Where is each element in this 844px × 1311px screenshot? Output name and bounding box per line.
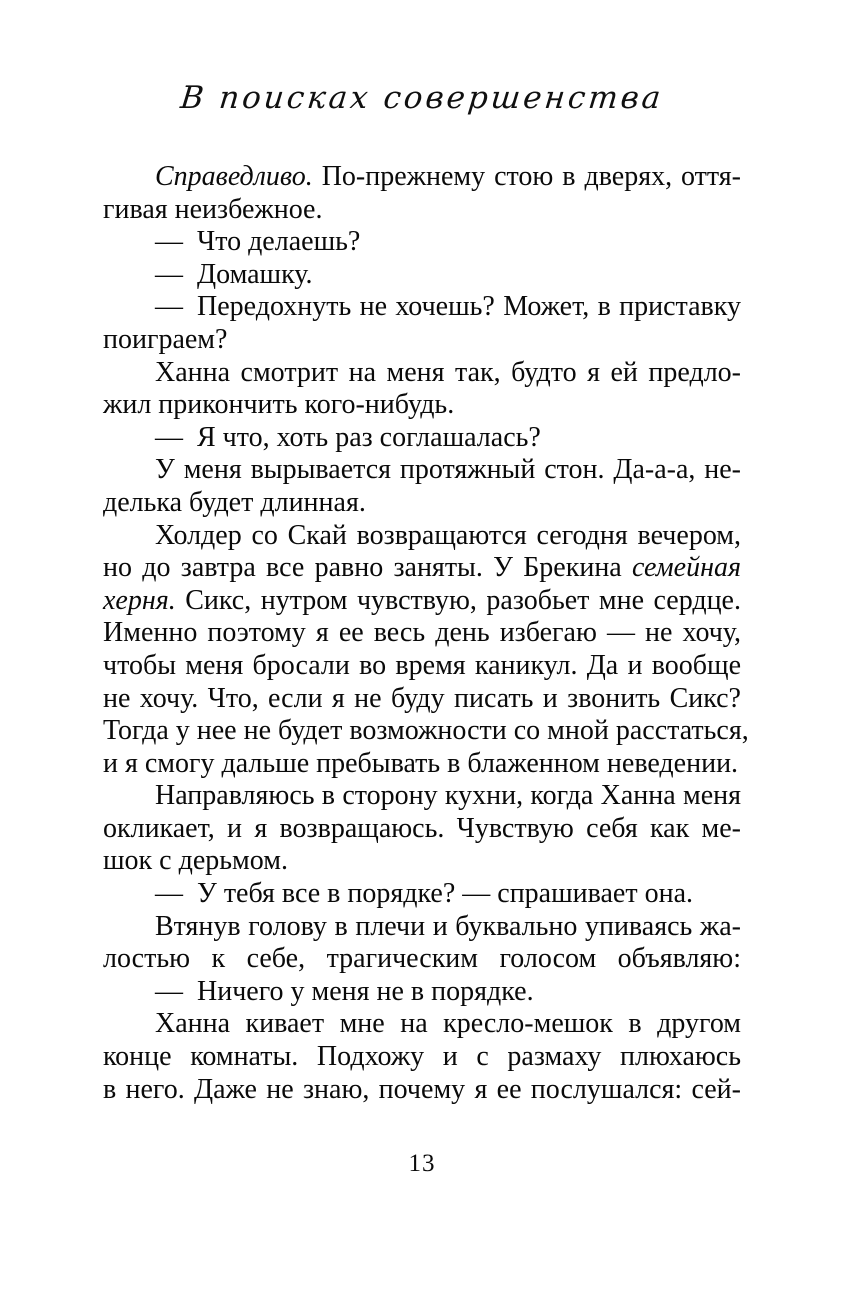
body-text: и я смогу дальше пребывать в блаженном неведении. (103, 747, 739, 779)
body-text: в него. Даже не знаю, почему я ее послушался: сей- (103, 1073, 741, 1105)
emphasized-text: семейная (632, 552, 741, 584)
body-text: Тогда у нее не будет возможности со мной расстаться, (103, 715, 749, 747)
text-line (103, 357, 741, 390)
body-text: не хочу. Что, если я не буду писать и звонить Сикс? (103, 682, 741, 714)
text-line (103, 487, 741, 520)
text-line (103, 226, 741, 259)
text-line (103, 813, 741, 846)
text-line (103, 878, 741, 911)
body-text: жил прикончить кого-нибудь. (103, 389, 455, 421)
text-line (103, 976, 741, 1009)
body-text: конце комнаты. Подхожу и с размаху плюхаюсь (103, 1041, 741, 1073)
body-text: — Домашку. (155, 258, 313, 290)
body-text: Направляюсь в сторону кухни, когда Ханна меня (155, 780, 741, 812)
text-line (103, 911, 741, 944)
body-text: поиграем? (103, 323, 228, 355)
text-line (103, 552, 741, 585)
text-line (103, 683, 741, 716)
body-text: — Ничего у меня не в порядке. (155, 975, 534, 1007)
body-text: Сикс, нутром чувствую, разобьет мне сердце. (175, 584, 741, 616)
text-line (103, 617, 741, 650)
text-line (103, 748, 741, 781)
body-text: По-прежнему стою в дверях, оття- (312, 161, 741, 192)
text-line (103, 1008, 741, 1041)
text-line (103, 943, 741, 976)
body-text: Втянув голову в плечи и буквально упиваясь жа- (155, 910, 741, 942)
body-text: делька будет длинная. (103, 486, 366, 518)
text-line (103, 291, 741, 324)
body-text: Ханна смотрит на меня так, будто я ей предло- (155, 356, 741, 388)
body-text: шок с дерьмом. (103, 845, 288, 877)
body-text: Ханна кивает мне на кресло-мешок в другом (155, 1008, 741, 1040)
body-text: — Я что, хоть раз соглашалась? (155, 421, 541, 453)
text-line (103, 585, 741, 618)
body-text: но до завтра все равно заняты. У Брекина (103, 552, 632, 584)
text-block (103, 161, 749, 1106)
body-text: лостью к себе, трагическим голосом объявляю: (103, 943, 741, 975)
body-text: — Что делаешь? (155, 226, 361, 258)
emphasized-text: Справедливо. (155, 161, 313, 192)
text-line (103, 520, 741, 553)
text-line (103, 650, 741, 683)
body-text: Холдер со Скай возвращаются сегодня вечером, (155, 519, 741, 551)
text-line (103, 715, 749, 748)
body-text: — Передохнуть не хочешь? Может, в приставку (155, 291, 741, 323)
text-line (103, 1041, 741, 1074)
body-text: гивая неизбежное. (103, 193, 323, 225)
text-line (103, 422, 741, 455)
body-text: чтобы меня бросали во время каникул. Да и вообще (103, 649, 741, 681)
emphasized-text: херня. (103, 584, 176, 616)
page-number: 13 (408, 1150, 436, 1177)
text-line (103, 454, 741, 487)
chapter-title: В поисках совершенства (178, 80, 666, 116)
body-text: Именно поэтому я ее весь день избегаю — не хочу, (103, 617, 741, 649)
body-text: У меня вырывается протяжный стон. Да-а-а, не- (155, 454, 741, 486)
text-line (103, 845, 741, 878)
text-line (103, 259, 741, 292)
text-line (103, 389, 741, 422)
text-line (103, 161, 741, 194)
text-line (103, 194, 741, 227)
body-text: — У тебя все в порядке? — спрашивает она. (155, 878, 694, 910)
text-line (103, 324, 741, 357)
text-line (103, 1074, 741, 1107)
text-line (103, 780, 741, 813)
body-text: окликает, и я возвращаюсь. Чувствую себя как ме- (103, 812, 741, 844)
